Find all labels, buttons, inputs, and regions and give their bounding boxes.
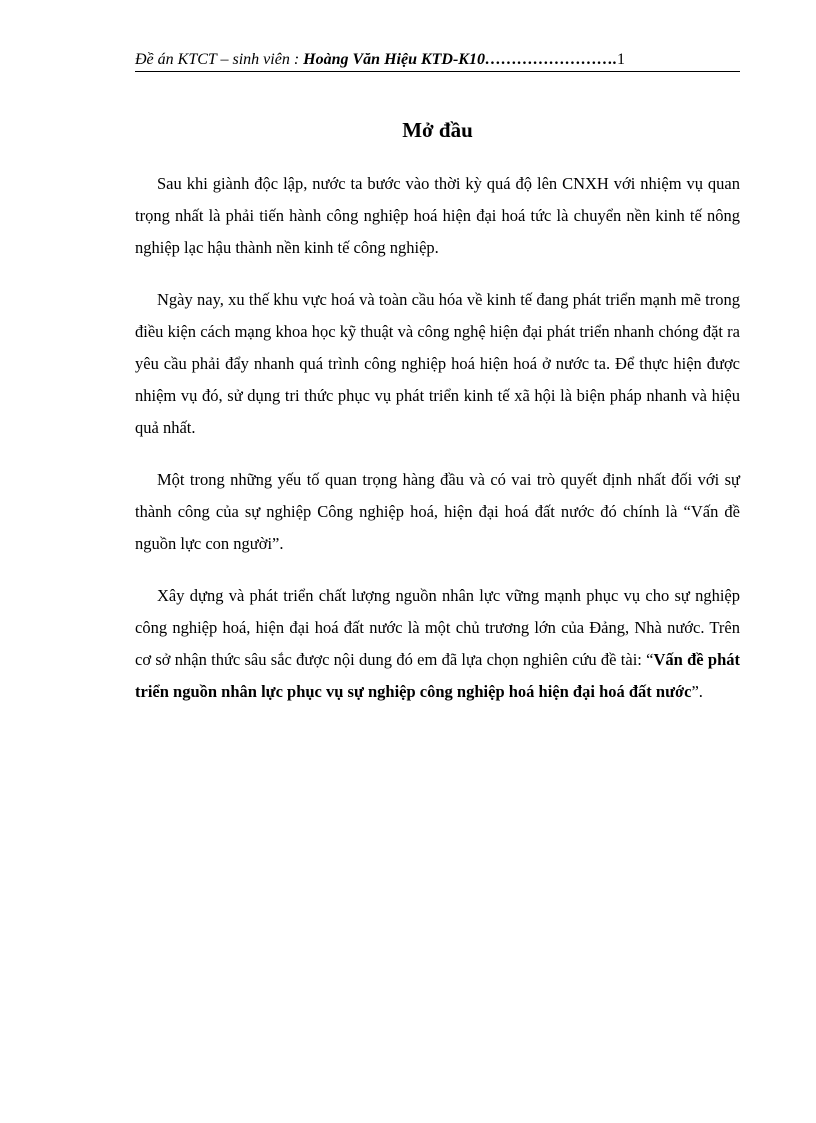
paragraph-2: Ngày nay, xu thế khu vực hoá và toàn cầu hóa về kinh tế đang phát triển mạnh mẽ trong điều kiện cách mạng khoa học kỹ thuật và công nghệ hiện đại phát triển nhanh chóng đặt ra yêu cầu phải đẩy nhanh quá trình công nghiệp hoá hiện hoá ở nước ta. Để thực hiện được nhiệm vụ đó, sử dụng tri thức phục vụ phát triển kinh tế xã hội là biện pháp nhanh và hiệu quả nhất.	[135, 290, 740, 437]
header-dots: …………………….	[484, 51, 617, 68]
document-body	[135, 168, 740, 728]
header-author: Hoàng Văn Hiệu KTD-K10	[303, 51, 485, 68]
paragraph-4-intro: Xây dựng và phát triển chất lượng nguồn nhân lực vững mạnh phục vụ cho sự nghiệp công nghiệp hoá, hiện đại hoá đất nước là một chủ trương lớn của Đảng, Nhà nước. Trên cơ sở nhận thức sâu sắc được nội dung đó em đã lựa chọn nghiên cứu đề tài: “	[135, 586, 740, 669]
page-header	[135, 50, 740, 72]
header-prefix: Đề án KTCT – sinh viên :	[135, 51, 304, 68]
page-number: 1	[616, 51, 625, 68]
paragraph-3: Một trong những yếu tố quan trọng hàng đầu và có vai trò quyết định nhất đối với sự thành công của sự nghiệp Công nghiệp hoá, hiện đại hoá đất nước đó chính là “Vấn đề nguồn lực con người”.	[135, 470, 740, 553]
paragraph-4	[135, 580, 740, 708]
paragraph-1: Sau khi giành độc lập, nước ta bước vào thời kỳ quá độ lên CNXH với nhiệm vụ quan trọng nhất là phải tiến hành công nghiệp hoá hiện đại hoá tức là chuyển nền kinh tế nông nghiệp lạc hậu thành nền kinh tế công nghiệp.	[135, 174, 740, 257]
thesis-topic: Vấn đề phát triển nguồn nhân lực phục vụ sự nghiệp công nghiệp hoá hiện đại hoá đất nước	[135, 650, 740, 701]
page-title: Mở đầu	[402, 118, 473, 142]
paragraph-4-end: ”.	[691, 682, 703, 701]
